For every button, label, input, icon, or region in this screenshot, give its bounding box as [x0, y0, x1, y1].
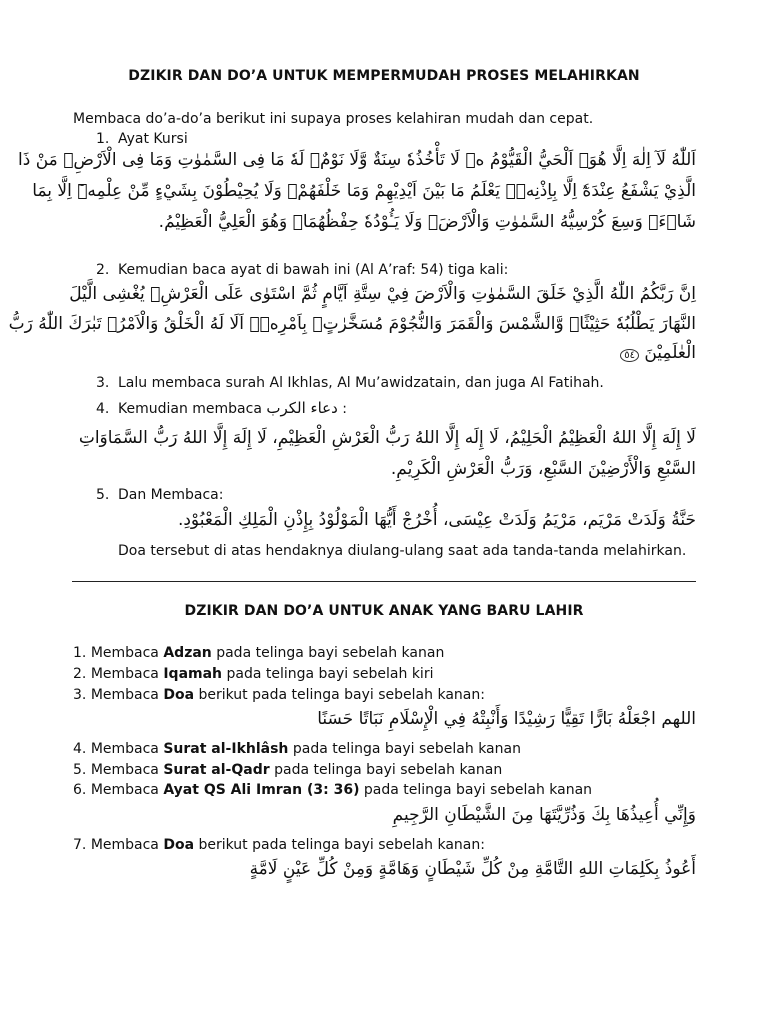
verse-number-mark: ٥٤ [620, 349, 639, 362]
araf-line-1: اِنَّ رَبَّكُمُ اللّٰهُ الَّذِيْ خَلَقَ السَّمٰوٰتِ وَالْاَرْضَ فِيْ سِتَّةِ اَيَّامٍ ثُمَّ اسْتَوٰى عَلَى الْعَرْشِۗ يُغْشِى الَّيْلَ [69, 284, 696, 304]
list-item: 3. Membaca Doa berikut pada telinga bayi sebelah kanan: [73, 687, 485, 703]
section-divider [72, 581, 696, 582]
araf-line-2: النَّهَارَ يَطْلُبُهٗ حَثِيْثًاۙ وَّالشَّمْسَ وَالْقَمَرَ وَالنُّجُوْمَ مُسَخَّرٰتٍۢ بِاَمْرِهٖۗ اَلَا لَهُ الْخَلْقُ وَالْاَمْرُۗ تَبٰرَكَ اللّٰهُ رَبُّ [8, 314, 696, 334]
list-item: 4. Membaca Surat al-Ikhlâsh pada telinga bayi sebelah kanan [73, 741, 521, 757]
doa-bayi-arabic: اللهم اجْعَلْهُ بَارًّا تَقِيًّا رَشِيْدًا وَأَنْبِتْهُ فِي الْإِسْلَامِ نَبَاتًا حَسَنًا [317, 709, 696, 729]
list-item: 5. Dan Membaca: [96, 487, 224, 503]
dan-membaca-arabic: حَنَّةُ وَلَدَتْ مَرْيَم، مَرْيَمُ وَلَدَتْ عِيْسَى، أُخْرُجْ أَيُّهَا الْمَوْلُوْدُ بِإِذْنِ الْمَلِكِ الْمَعْبُوْدِ. [177, 510, 696, 530]
doa-perlindungan-arabic: أَعُوذُ بِكَلِمَاتِ اللهِ التَّامَّةِ مِنْ كُلِّ شَيْطَانٍ وَهَامَّةٍ وَمِنْ كُلِّ عَيْنٍ لَامَّةٍ [249, 859, 696, 879]
list-item: 2. Membaca Iqamah pada telinga bayi sebelah kiri [73, 666, 434, 682]
list-item: 4. Kemudian membaca دعاء الكرب : [96, 399, 347, 417]
ali-imran-arabic: وَإِنِّي أُعِيذُهَا بِكَ وَذُرِّيَّتَهَا مِنَ الشَّيْطَانِ الرَّجِيمِ [392, 805, 696, 825]
araf-line-3: الْعٰلَمِيْنَ ٥٤ [118, 343, 696, 363]
karb-line-2: السَّبْعِ وَالْأَرْضِيْنَ السَّبْعِ، وَرَبُّ الْعَرْشِ الْكَرِيْمِ. [390, 459, 696, 479]
karb-inline-arabic: دعاء الكرب [266, 399, 338, 417]
karb-line-1: لَا إِلَهَ إِلَّا اللهُ الْعَظِيْمُ الْحَلِيْمُ، لَا إِلَه إِلَّا اللهُ رَبُّ الْعَرْشِ الْعَظِيْمِ، لَا إِلَهَ إِلَّا اللهُ رَبُّ السَّمَاوَاتِ [78, 428, 696, 448]
ayat-kursi-line-3: شَاۤءَۚ وَسِعَ كُرْسِيُّهُ السَّمٰوٰتِ وَالْاَرْضَۚ وَلَا يَـُٔوْدُهٗ حِفْظُهُمَاۚ وَهُوَ الْعَلِيُّ الْعَظِيْمُ. [158, 212, 696, 232]
intro-text: Membaca do’a-do’a berikut ini supaya proses kelahiran mudah dan cepat. [73, 111, 594, 127]
list-item: 2. Kemudian baca ayat di bawah ini (Al A’raf: 54) tiga kali: [96, 262, 509, 278]
section2-title: DZIKIR DAN DO’A UNTUK ANAK YANG BARU LAHIR [184, 603, 584, 619]
list-item: 7. Membaca Doa berikut pada telinga bayi sebelah kanan: [73, 837, 485, 853]
list-item: 1. Ayat Kursi [96, 131, 188, 147]
list-item: 1. Membaca Adzan pada telinga bayi sebelah kanan [73, 645, 445, 661]
list-item: 3. Lalu membaca surah Al Ikhlas, Al Mu’awidzatain, dan juga Al Fatihah. [96, 375, 604, 391]
ayat-kursi-line-1: اَللّٰهُ لَآ اِلٰهَ اِلَّا هُوَۚ اَلْحَيُّ الْقَيُّوْمُ ەۚ لَا تَأْخُذُهٗ سِنَةٌ وَّلَا نَوْمٌۗ لَهٗ مَا فِى السَّمٰوٰتِ وَمَا فِى الْاَرْضِۗ مَنْ ذَا [18, 150, 696, 170]
ayat-kursi-line-2: الَّذِيْ يَشْفَعُ عِنْدَهٗٓ اِلَّا بِاِذْنِهٖۗ يَعْلَمُ مَا بَيْنَ اَيْدِيْهِمْ وَمَا خَلْفَهُمْۚ وَلَا يُحِيْطُوْنَ بِشَيْءٍ مِّنْ عِلْمِهٖٓ اِلَّا بِمَا [32, 181, 696, 201]
list-item: 5. Membaca Surat al-Qadr pada telinga bayi sebelah kanan [73, 762, 503, 778]
section1-title: DZIKIR DAN DO’A UNTUK MEMPERMUDAH PROSES MELAHIRKAN [128, 68, 640, 84]
list-item: 6. Membaca Ayat QS Ali Imran (3: 36) pada telinga bayi sebelah kanan [73, 782, 593, 798]
closing-note: Doa tersebut di atas hendaknya diulang-ulang saat ada tanda-tanda melahirkan. [118, 543, 687, 559]
